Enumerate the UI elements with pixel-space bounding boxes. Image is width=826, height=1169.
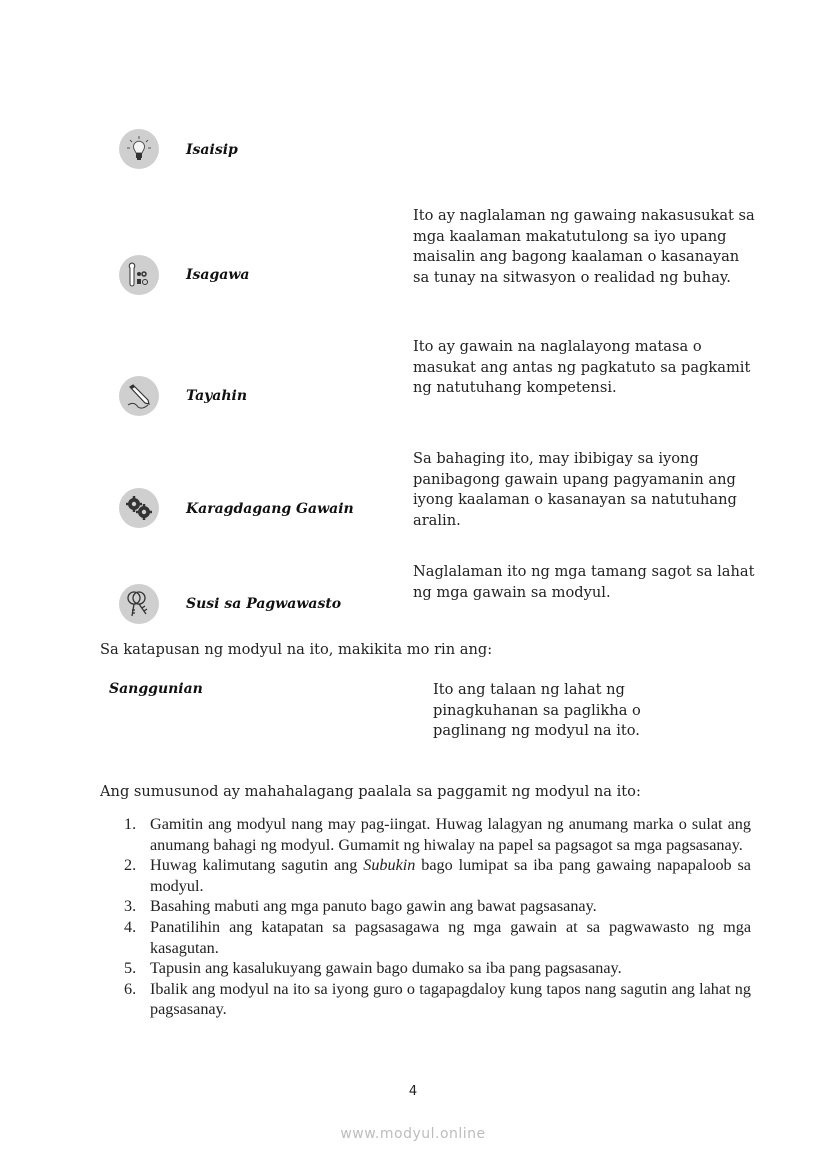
reminder-text: Panatilihin ang katapatan sa pagsasagawa ng mga gawain at sa pagwawasto ng mga kasagutan. <box>150 917 751 957</box>
reminder-number: 1. <box>124 815 137 833</box>
reminder-text: Ibalik ang modyul na ito sa iyong guro o tagapagdaloy kung tapos nang sagutin ang lahat ng pagsasanay. <box>150 979 751 1019</box>
end-intro-text: Sa katapusan ng modyul na ito, makikita mo rin ang: <box>100 641 493 658</box>
section-title-isaisip: Isaisip <box>186 142 238 158</box>
section-title-susi-sa-pagwawasto: Susi sa Pagwawasto <box>186 596 342 612</box>
section-desc-isagawa: Ito ay naglalaman ng gawaing nakasusukat sa mga kaalaman makatutulong sa iyo upang maisalin ang bagong kaalaman o kasanayan sa tunay na sitwasyon o realidad ng buhay. <box>413 207 755 286</box>
watermark: www.modyul.online <box>340 1126 486 1142</box>
reminder-text: Basahing mabuti ang mga panuto bago gawin ang bawat pagsasanay. <box>150 897 597 916</box>
pencil-icon <box>119 376 159 416</box>
section-desc-karagdagang-gawain: Sa bahaging ito, may ibibigay sa iyong panibagong gawain upang pagyamanin ang iyong kaalaman o kasanayan sa natutuhang aralin. <box>413 450 737 529</box>
reminder-number: 4. <box>124 917 137 936</box>
reminder-item <box>100 814 751 855</box>
section-title-karagdagang-gawain: Karagdagang Gawain <box>186 501 354 517</box>
reminder-text: Gamitin ang modyul nang may pag-iingat. Huwag lalagyan ng anumang marka o sulat ang anumang bahagi ng modyul. Gumamit ng hiwalay na papel sa pagsagot sa mga pagsasanay. <box>150 815 751 854</box>
section-desc-susi-sa-pagwawasto: Naglalaman ito ng mga tamang sagot sa lahat ng mga gawain sa modyul. <box>413 563 755 601</box>
reminder-emphasis: Subukin <box>363 856 416 875</box>
reminder-item <box>100 917 751 958</box>
reminder-number: 6. <box>124 979 137 998</box>
reminder-text: bago lumipat sa iba pang gawaing napapaloob sa modyul. <box>150 856 751 895</box>
reminder-number: 2. <box>124 856 137 875</box>
tools-icon <box>119 255 159 295</box>
lightbulb-icon <box>119 129 159 169</box>
reminder-item <box>100 958 751 979</box>
reminder-number: 5. <box>124 959 137 978</box>
reference-title: Sanggunian <box>109 681 203 697</box>
reminders-list <box>100 814 751 1020</box>
reference-desc: Ito ang talaan ng lahat ng pinagkuhanan sa paglikha o paglinang ng modyul na ito. <box>433 681 641 740</box>
section-desc-tayahin: Ito ay gawain na naglalayong matasa o masukat ang antas ng pagkatuto sa pagkamit ng natutuhang kompetensi. <box>413 338 751 397</box>
reminder-item <box>100 855 751 896</box>
gears-icon <box>119 488 159 528</box>
section-title-tayahin: Tayahin <box>186 388 248 404</box>
reminders-intro: Ang sumusunod ay mahahalagang paalala sa paggamit ng modyul na ito: <box>100 783 641 800</box>
reminder-text: Huwag kalimutang sagutin ang <box>150 856 364 875</box>
reminder-number: 3. <box>124 897 137 916</box>
page-number: 4 <box>408 1084 418 1099</box>
keys-icon <box>119 584 159 624</box>
reminder-text: Tapusin ang kasalukuyang gawain bago dumako sa iba pang pagsasanay. <box>150 959 622 978</box>
reminder-item <box>100 979 751 1020</box>
reminder-item <box>100 896 751 917</box>
section-title-isagawa: Isagawa <box>186 267 250 283</box>
